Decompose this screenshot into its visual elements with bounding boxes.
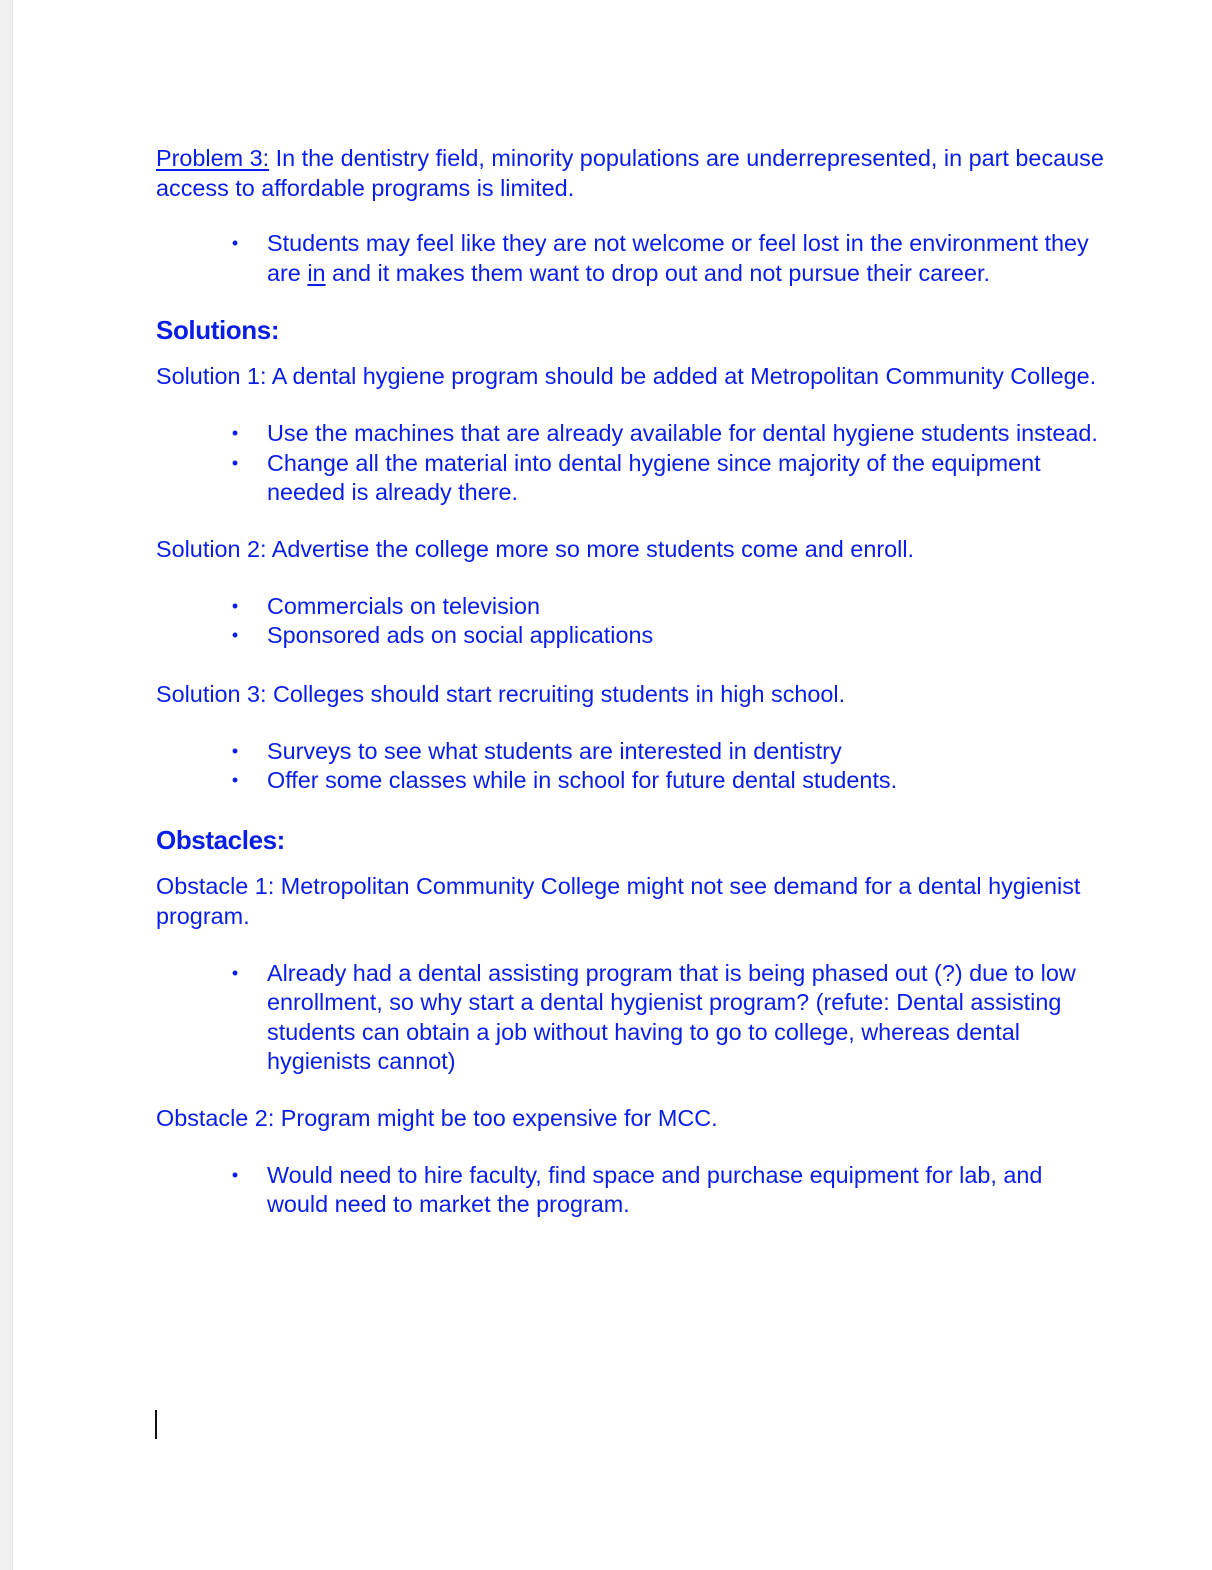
bullet-icon: • — [231, 962, 239, 983]
bullet-icon: • — [231, 625, 239, 645]
solution-1-title[interactable]: Solution 1: A dental hygiene program should be added at Metropolitan Community College. — [156, 363, 1097, 389]
bullet-icon: • — [231, 740, 239, 761]
obstacles-heading: Obstacles: — [156, 824, 285, 855]
solution-3-title[interactable]: Solution 3: Colleges should start recruiting students in high school. — [156, 680, 846, 707]
bullet-text-after: and it makes them want to drop out and not pursue their career. — [325, 259, 990, 286]
underlined-word: in — [307, 259, 326, 286]
bullet-icon: • — [231, 233, 239, 253]
bullet-text: Offer some classes while in school for future dental students. — [267, 767, 898, 793]
list-item[interactable] — [156, 766, 1106, 796]
obstacle-2-bullet-list — [156, 1161, 1106, 1220]
bullet-text: Surveys to see what students are interested in dentistry — [267, 737, 842, 764]
bullet-text: Use the machines that are already available for dental hygiene students instead. — [267, 420, 1098, 446]
bullet-icon: • — [231, 423, 239, 443]
solutions-heading: Solutions: — [156, 315, 280, 345]
bullet-text-before: Students may feel like they are not welcome or feel lost in the environment they are — [267, 230, 1089, 286]
solution-1-bullet-list — [156, 419, 1106, 508]
bullet-icon: • — [231, 595, 239, 616]
obstacle-1-bullet-list — [156, 959, 1106, 1077]
bullet-text: Change all the material into dental hygiene since majority of the equipment needed is already there. — [267, 449, 1041, 505]
list-item[interactable] — [156, 737, 1106, 767]
text-cursor — [155, 1410, 157, 1439]
document-page[interactable] — [12, 0, 1212, 1570]
bullet-icon: • — [231, 770, 239, 790]
bullet-text: Commercials on television — [267, 592, 540, 619]
solution-2-bullet-list — [156, 592, 1106, 651]
problem-label: Problem 3: — [156, 145, 270, 171]
solution-3-bullet-list — [156, 737, 1106, 796]
document-body[interactable] — [156, 143, 1106, 1246]
bullet-icon: • — [231, 1164, 239, 1185]
solution-2-title[interactable]: Solution 2: Advertise the college more so more students come and enroll. — [156, 535, 915, 562]
problem-statement[interactable] — [156, 143, 1106, 203]
obstacle-2-title[interactable]: Obstacle 2: Program might be too expensive for MCC. — [156, 1104, 718, 1131]
bullet-icon: • — [231, 452, 239, 473]
list-item[interactable] — [156, 592, 1106, 622]
list-item[interactable] — [156, 419, 1106, 449]
problem-text: In the dentistry field, minority populations are underrepresented, in part because access to affordable programs is limited. — [156, 145, 1104, 201]
problem-bullet-list — [156, 229, 1106, 288]
list-item[interactable] — [156, 449, 1106, 508]
obstacle-1-title[interactable]: Obstacle 1: Metropolitan Community College might not see demand for a dental hygienist program. — [156, 872, 1081, 929]
bullet-text: Already had a dental assisting program that is being phased out (?) due to low enrollment, so why start a dental hygienist program? (refute: Dental assisting students can obtain a job without having to go to college, whereas dental hygienists cannot) — [267, 959, 1076, 1074]
bullet-text: Sponsored ads on social applications — [267, 622, 654, 648]
list-item[interactable] — [156, 959, 1106, 1077]
list-item[interactable] — [156, 229, 1106, 288]
list-item[interactable] — [156, 621, 1106, 651]
list-item[interactable] — [156, 1161, 1106, 1220]
bullet-text: Would need to hire faculty, find space and purchase equipment for lab, and would need to market the program. — [267, 1161, 1043, 1217]
